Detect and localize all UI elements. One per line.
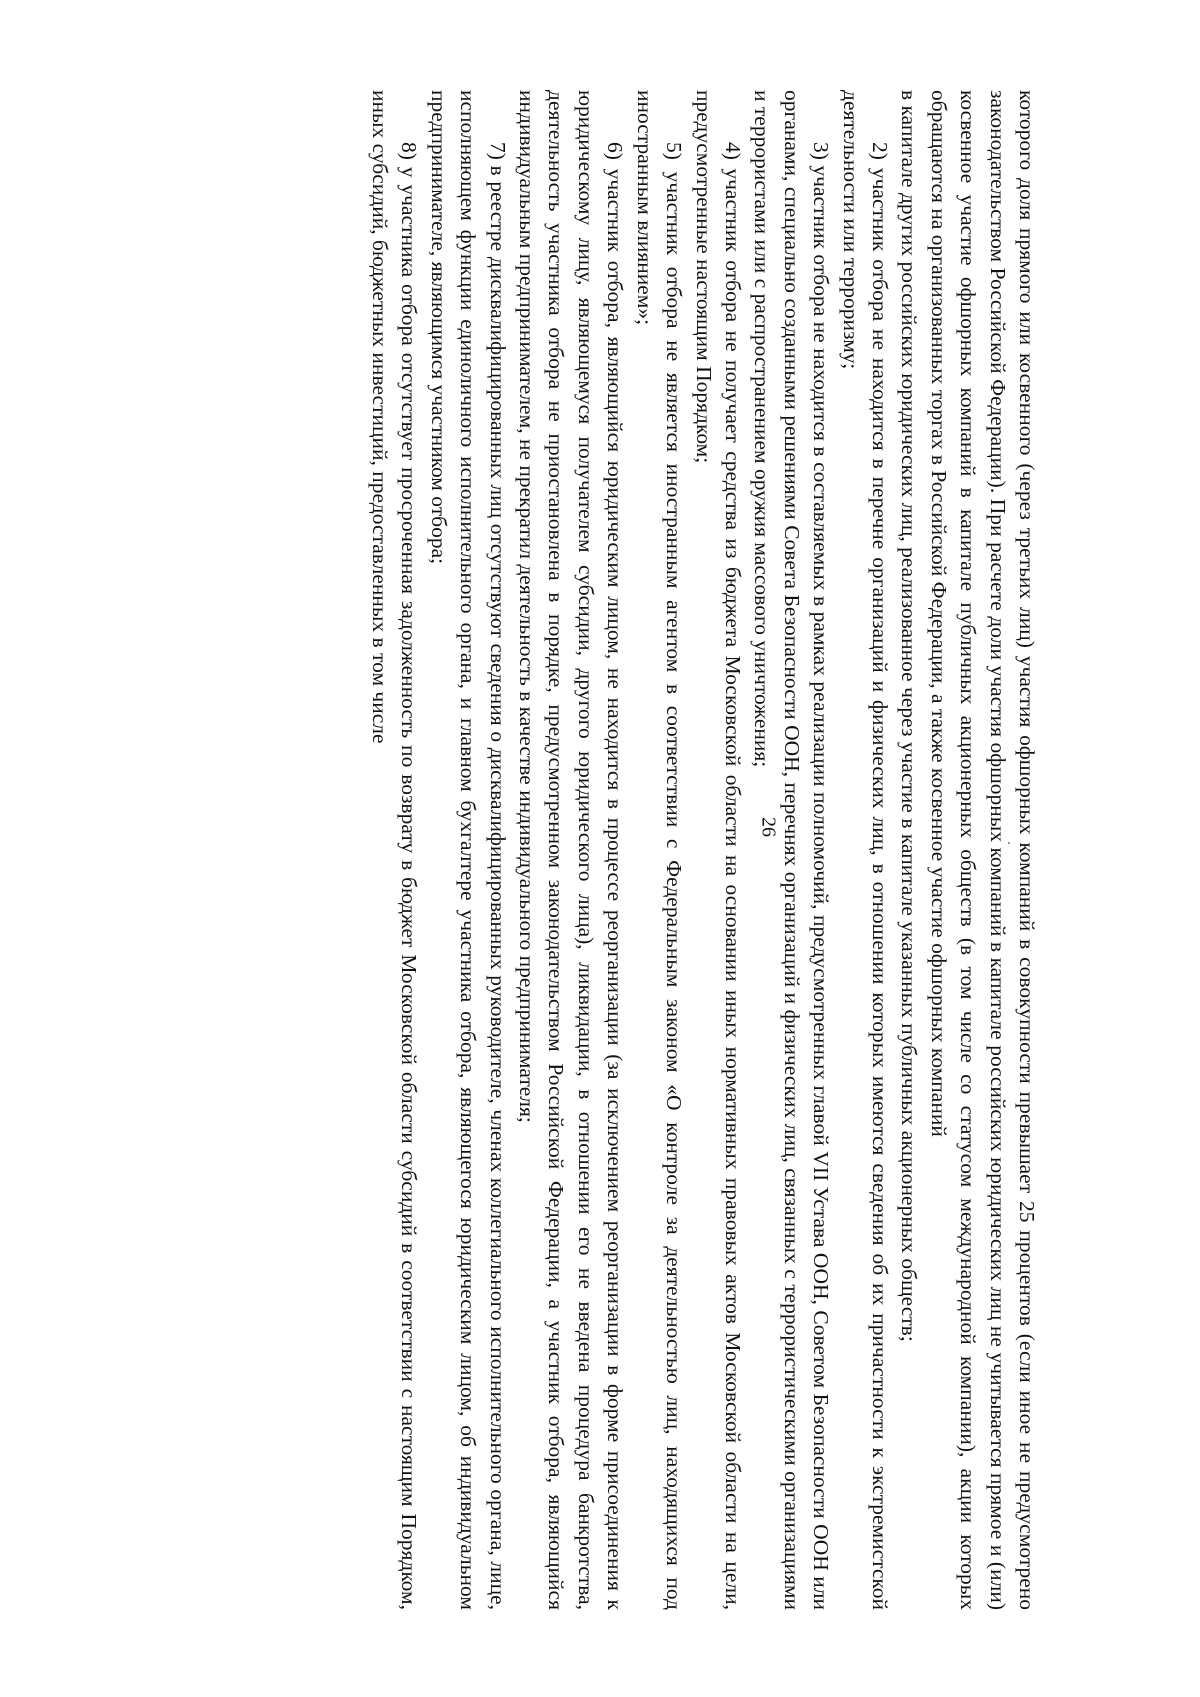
paragraph-item-2: 2) участник отбора не находится в перечне организаций и физических лиц, в отношении которых имеются сведения об их причастности к экстремистской деятельности или терроризму; [838, 90, 892, 1610]
document-body [161, 90, 1041, 1610]
paragraph-item-7: 7) в реестре дисквалифицированных лиц отсутствуют сведения о дисквалифицированных руководителе, членах коллегиального исполнительного органа, лице, исполняющем функции единоличного исполнительного органа, и главном бухгалтере участника отбора, являющегося юридическим лицом, об индивидуальном предпринимателе, являющимся участником отбора; [426, 90, 510, 1610]
paragraph-item-4: 4) участник отбора не получает средства из бюджета Московской области на основании иных нормативных правовых актов Московской области на цели, предусмотренные настоящим Порядком; [691, 90, 745, 1610]
paragraph-item-6: 6) участник отбора, являющийся юридическим лицом, не находится в процессе реорганизации (за исключением реорганизации в форме присоединения к юридическому лицу, являющемуся получателем субсидии, другого юридического лица), ликвидации, в отношении его не введена процедура банкротства, деятельность участника отбора не приостановлена в порядке, предусмотренном законодательством Российской Федерации, а участник отбора, являющийся индивидуальным предпринимателем, не прекратил деятельность в качестве индивидуального предпринимателя; [515, 90, 628, 1610]
paragraph-item-8: 8) у участника отбора отсутствует просроченная задолженность по возврату в бюджет Московской области субсидий в соответствии с настоящим Порядком, иных субсидий, бюджетных инвестиций, предоставленных в том числе [368, 90, 422, 1610]
page-number: 26 [757, 817, 780, 837]
paragraph-continuation: которого доля прямого или косвенного (через третьих лиц) участия офшорных компаний в совокупности превышает 25 процентов (если иное не предусмотрено законодательством Российской Федерации). При расчете доли участия офшорных компаний в капитале российских юридических лиц не учитывается прямое и (или) косвенное участие офшорных компаний в капитале публичных акционерных обществ (в том числе со статусом международной компании), акции которых обращаются на организованных торгах в Российской Федерации, а также косвенное участие офшорных компаний [926, 90, 1039, 1610]
paragraph-continuation-2: в капитале других российских юридических лиц, реализованное через участие в капитале указанных публичных акционерных обществ; [897, 90, 922, 1342]
paragraph-item-3: 3) участник отбора не находится в составляемых в рамках реализации полномочий, предусмотренных главой VII Устава ООН, Советом Безопасности ООН или органами, специально созданными решениями Совета Безопасности ООН, перечнях организаций и физических лиц, связанных с террористическими организациями и террористами или с распространением оружия массового уничтожения; [750, 90, 834, 1610]
paragraph-item-5: 5) участник отбора не является иностранным агентом в соответствии с Федеральным законом «О контроле за деятельностью лиц, находящихся под иностранным влиянием»; [632, 90, 687, 1610]
